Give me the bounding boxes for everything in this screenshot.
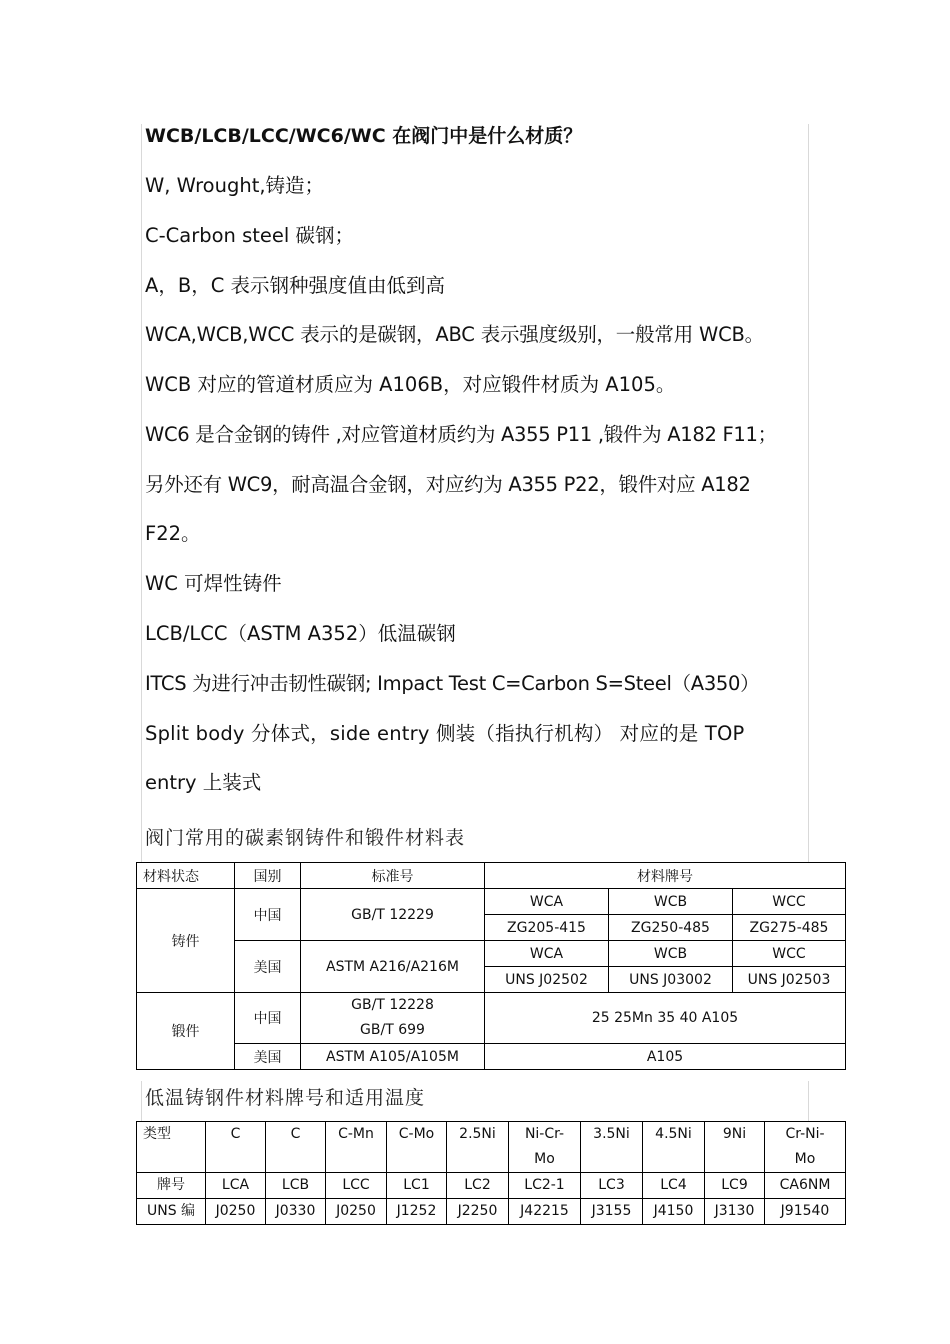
left-margin-line: [141, 124, 142, 862]
grade-cell: LCA: [206, 1173, 266, 1199]
table-row: [137, 941, 846, 967]
forging-usa-standard: ASTM A105/A105M: [301, 1044, 485, 1070]
header-standard: 标准号: [301, 863, 485, 889]
type-cell: C: [206, 1122, 266, 1173]
forging-china-grades: 25 25Mn 35 40 A105: [485, 993, 846, 1044]
forging-china-standard-2: GB/T 699: [360, 1022, 425, 1038]
uns-cell: J1252: [387, 1199, 447, 1225]
grade-cell: UNS J02503: [733, 967, 846, 993]
uns-cell: J0250: [326, 1199, 387, 1225]
type-cell: C-Mn: [326, 1122, 387, 1173]
grade-cell: LC4: [643, 1173, 705, 1199]
paragraph-lcb-lcc: LCB/LCC（ASTM A352）低温碳钢: [145, 622, 456, 645]
type-cell: 4.5Ni: [643, 1122, 705, 1173]
paragraph-split-body: Split body 分体式，side entry 侧装（指执行机构） 对应的是 TOP: [145, 722, 745, 745]
type-cell: C: [266, 1122, 326, 1173]
grade-cell: UNS J02502: [485, 967, 609, 993]
forging-usa-grades: A105: [485, 1044, 846, 1070]
grade-cell: WCC: [733, 941, 846, 967]
paragraph-wc: WC 可焊性铸件: [145, 572, 282, 595]
table-row-grades: [137, 1173, 846, 1199]
uns-cell: J2250: [447, 1199, 509, 1225]
casting-usa-standard: ASTM A216/A216M: [301, 941, 485, 993]
right-margin-line-lower: [808, 1081, 809, 1121]
grade-cell: LC2: [447, 1173, 509, 1199]
header-country: 国别: [235, 863, 301, 889]
table2-caption: 低温铸钢件材料牌号和适用温度: [145, 1087, 426, 1109]
uns-cell: J42215: [509, 1199, 581, 1225]
forging-china-country: 中国: [235, 993, 301, 1044]
type-cell: C-Mo: [387, 1122, 447, 1173]
grade-cell: CA6NM: [765, 1173, 846, 1199]
casting-china-standard: GB/T 12229: [301, 889, 485, 941]
grade-cell: LCC: [326, 1173, 387, 1199]
paragraph-abc-grades: A，B，C 表示钢种强度值由低到高: [145, 274, 446, 297]
grade-cell: ZG250-485: [609, 915, 733, 941]
grade-cell: ZG275-485: [733, 915, 846, 941]
type-cell: 2.5Ni: [447, 1122, 509, 1173]
grade-cell: WCA: [485, 889, 609, 915]
paragraph-wca-wcb-wcc: WCA,WCB,WCC 表示的是碳钢，ABC 表示强度级别，一般常用 WCB。: [145, 323, 764, 346]
forging-china-standard: [301, 993, 485, 1044]
forging-state-cell: 锻件: [137, 993, 235, 1070]
left-margin-line-lower: [141, 1081, 142, 1121]
forging-usa-country: 美国: [235, 1044, 301, 1070]
type-cell: Cr-Ni- Mo: [765, 1122, 846, 1173]
paragraph-wc9: 另外还有 WC9，耐高温合金钢，对应约为 A355 P22，锻件对应 A182: [145, 473, 751, 496]
paragraph-wcb: WCB 对应的管道材质应为 A106B，对应锻件材质为 A105。: [145, 373, 676, 396]
paragraph-f22: F22。: [145, 522, 201, 545]
grade-cell: LC9: [705, 1173, 765, 1199]
grade-cell: ZG205-415: [485, 915, 609, 941]
uns-cell: J4150: [643, 1199, 705, 1225]
casting-state-cell: 铸件: [137, 889, 235, 993]
grade-cell: LC1: [387, 1173, 447, 1199]
type-cell: 3.5Ni: [581, 1122, 643, 1173]
carbon-steel-material-table: [136, 862, 846, 1070]
grade-cell: WCB: [609, 889, 733, 915]
grade-cell: LC2-1: [509, 1173, 581, 1199]
table-row-types: [137, 1122, 846, 1173]
low-temperature-cast-steel-table: [136, 1121, 846, 1225]
paragraph-top-entry: entry 上装式: [145, 771, 262, 794]
table1-caption: 阀门常用的碳素钢铸件和锻件材料表: [145, 827, 466, 849]
grade-cell: UNS J03002: [609, 967, 733, 993]
header-grade: 材料牌号: [485, 863, 846, 889]
uns-cell: J0330: [266, 1199, 326, 1225]
header-material-state: 材料状态: [137, 863, 235, 889]
type-cell: 9Ni: [705, 1122, 765, 1173]
table-row: [137, 889, 846, 915]
uns-cell: J3130: [705, 1199, 765, 1225]
table-row: [137, 993, 846, 1044]
grade-label: 牌号: [137, 1173, 206, 1199]
type-cell: Ni-Cr- Mo: [509, 1122, 581, 1173]
grade-cell: WCC: [733, 889, 846, 915]
grade-cell: WCA: [485, 941, 609, 967]
forging-china-standard-1: GB/T 12228: [351, 997, 434, 1013]
grade-cell: LCB: [266, 1173, 326, 1199]
uns-cell: J3155: [581, 1199, 643, 1225]
table-header-row: [137, 863, 846, 889]
paragraph-itcs: ITCS 为进行冲击韧性碳钢; Impact Test C=Carbon S=Steel（A350）: [145, 672, 760, 695]
table-row-uns: [137, 1199, 846, 1225]
page-heading: WCB/LCB/LCC/WC6/WC 在阀门中是什么材质？: [145, 125, 583, 147]
paragraph-wc6: WC6 是合金钢的铸件 ,对应管道材质约为 A355 P11 ,锻件为 A182 F11；: [145, 423, 777, 446]
uns-cell: J91540: [765, 1199, 846, 1225]
grade-cell: LC3: [581, 1173, 643, 1199]
grade-cell: WCB: [609, 941, 733, 967]
casting-usa-country: 美国: [235, 941, 301, 993]
paragraph-carbon-steel: C-Carbon steel 碳钢；: [145, 224, 355, 247]
right-margin-line: [808, 124, 809, 862]
table-row: [137, 1044, 846, 1070]
casting-china-country: 中国: [235, 889, 301, 941]
paragraph-wrought: W, Wrought,铸造；: [145, 174, 325, 197]
type-label: 类型: [137, 1122, 206, 1173]
uns-label: UNS 编: [137, 1199, 206, 1225]
uns-cell: J0250: [206, 1199, 266, 1225]
